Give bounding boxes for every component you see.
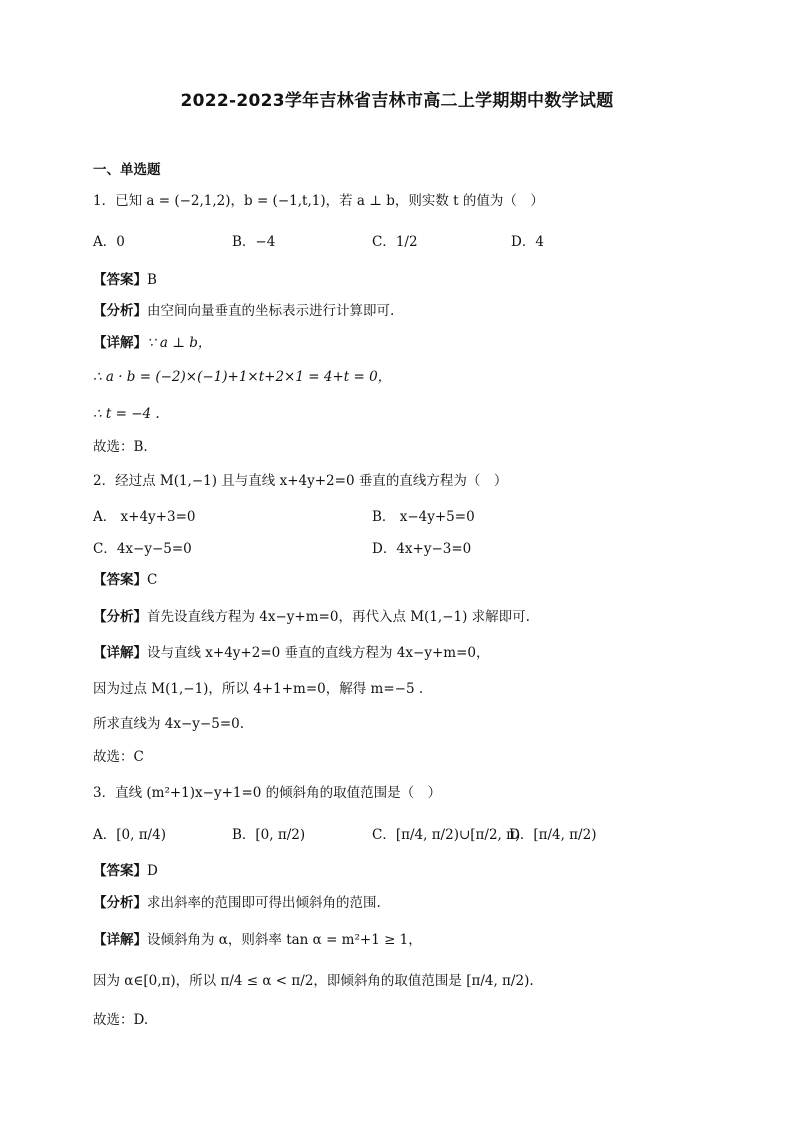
q3-option-b: B．[0, π/2)	[232, 827, 306, 843]
q1-detail	[93, 333, 211, 353]
q2-option-c: C．4x−y−5=0	[93, 541, 192, 557]
q1-analysis-text: 由空间向量垂直的坐标表示进行计算即可.	[147, 303, 395, 319]
section-heading: 一、单选题	[93, 162, 161, 178]
q1-analysis-tag: 【分析】	[93, 303, 147, 319]
q3-answer-tag: 【答案】	[93, 863, 147, 879]
q2-detail-tag: 【详解】	[93, 645, 147, 661]
q3-detail-tag: 【详解】	[93, 932, 147, 948]
q3-detail-text: 设倾斜角为 α，则斜率 tan α = m²+1 ≥ 1，	[147, 932, 422, 948]
q2-answer-value: C	[147, 572, 158, 588]
q2-analysis-text: 首先设直线方程为 4x−y+m=0，再代入点 M(1,−1) 求解即可.	[147, 609, 530, 625]
q1-option-a: A．0	[93, 234, 125, 250]
q1-answer	[93, 270, 157, 290]
q1-analysis	[93, 301, 394, 321]
q3-analysis	[93, 893, 381, 913]
q2-analysis-tag: 【分析】	[93, 609, 147, 625]
q3-option-a: A．[0, π/4)	[93, 827, 166, 843]
q2-detail-text: 设与直线 x+4y+2=0 垂直的直线方程为 4x−y+m=0，	[147, 645, 490, 661]
q3-option-d: D．[π/4, π/2)	[509, 827, 597, 843]
q3-choose: 故选：D.	[93, 1012, 149, 1028]
q1-answer-value: B	[147, 272, 157, 288]
q1-detail-text: ∵ a ⊥ b，	[147, 335, 212, 351]
page-title: 2022-2023学年吉林省吉林市高二上学期期中数学试题	[180, 91, 614, 111]
q2-analysis	[93, 607, 530, 627]
q1-option-c: C．1/2	[372, 234, 418, 250]
q3-option-c: C．[π/4, π/2)∪[π/2, π)	[372, 827, 521, 843]
q2-choose: 故选：C	[93, 749, 144, 765]
q1-option-b: B．−4	[232, 234, 276, 250]
q2-step1: 因为过点 M(1,−1)，所以 4+1+m=0，解得 m=−5 .	[93, 681, 424, 697]
q3-answer-value: D	[147, 863, 158, 879]
q1-step2: ∴ t = −4 .	[93, 406, 160, 422]
q1-option-d: D．4	[511, 234, 544, 250]
q2-option-a: A． x+4y+3=0	[93, 509, 196, 525]
q1-detail-tag: 【详解】	[93, 335, 147, 351]
q2-option-b: B． x−4y+5=0	[372, 509, 475, 525]
q3-analysis-text: 求出斜率的范围即可得出倾斜角的范围.	[147, 895, 381, 911]
q1-answer-tag: 【答案】	[93, 272, 147, 288]
q2-option-d: D．4x+y−3=0	[372, 541, 472, 557]
q1-stem: 1．已知 a = (−2,1,2)，b = (−1,t,1)，若 a ⊥ b，则实数 t 的值为（ ）	[93, 193, 544, 209]
q1-step1: ∴ a · b = (−2)×(−1)+1×t+2×1 = 4+t = 0，	[93, 369, 392, 385]
q2-answer-tag: 【答案】	[93, 572, 147, 588]
q2-stem: 2．经过点 M(1,−1) 且与直线 x+4y+2=0 垂直的直线方程为（ ）	[93, 473, 508, 489]
q3-answer	[93, 861, 158, 881]
q3-step1: 因为 α∈[0,π)，所以 π/4 ≤ α < π/2，即倾斜角的取值范围是 [π/4, π/2).	[93, 973, 534, 989]
q1-choose: 故选：B.	[93, 439, 148, 455]
q3-stem: 3．直线 (m²+1)x−y+1=0 的倾斜角的取值范围是（ ）	[93, 785, 442, 801]
q3-detail	[93, 930, 422, 950]
q2-detail	[93, 643, 489, 663]
q2-answer	[93, 570, 157, 590]
q2-step2: 所求直线为 4x−y−5=0.	[93, 716, 245, 732]
q3-analysis-tag: 【分析】	[93, 895, 147, 911]
